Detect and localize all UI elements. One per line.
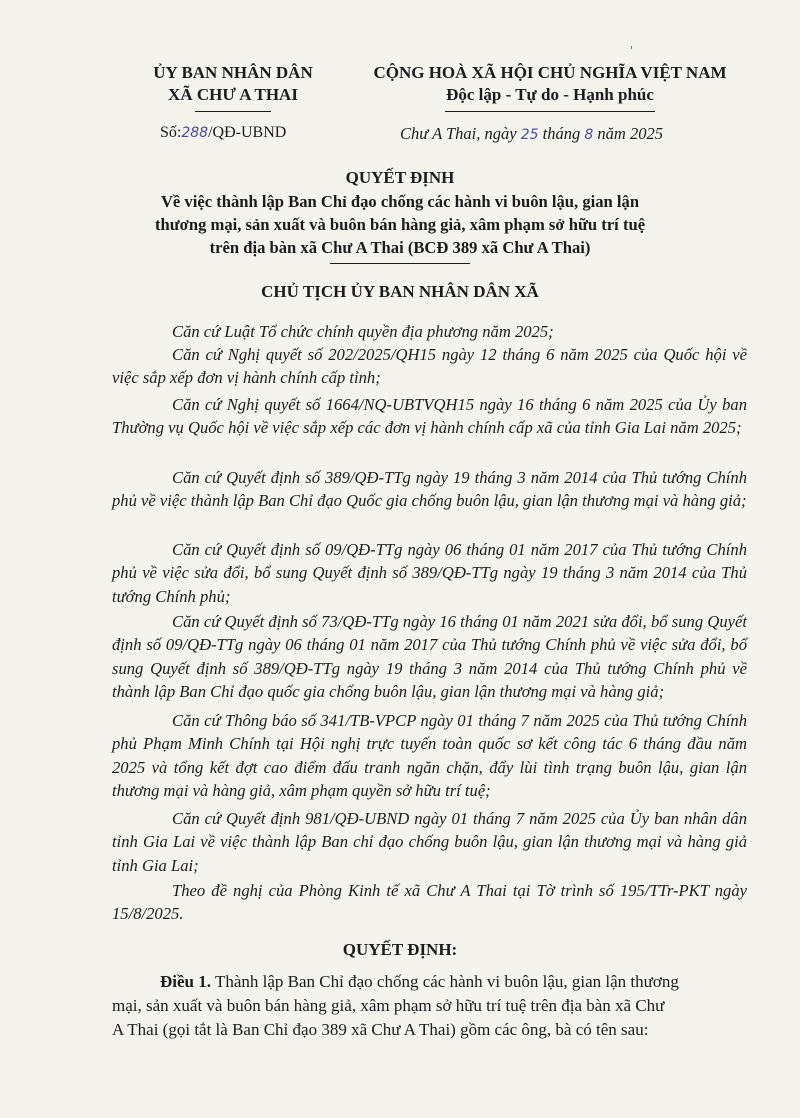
document-number [160,124,286,142]
issuing-authority: CHỦ TỊCH ỦY BAN NHÂN DÂN XÃ [261,282,539,301]
date-prefix: Chư A Thai, ngày [400,124,517,143]
subject-line-2: thương mại, sản xuất và buôn bán hàng giả, xâm phạm sở hữu trí tuệ [154,215,646,234]
date-month: 8 [584,127,594,143]
agency-name-line2: XÃ CHƯ A THAI [168,85,298,104]
preamble-item-9: Theo đề nghị của Phòng Kinh tế xã Chư A Thai tại Tờ trình số 195/TTr-PKT ngày 15/8/2025. [112,881,747,924]
subject-line-1: Về việc thành lập Ban Chỉ đạo chống các hành vi buôn lậu, gian lận [160,192,640,211]
preamble-item-7: Căn cứ Thông báo số 341/TB-VPCP ngày 01 tháng 7 năm 2025 của Thủ tướng Chính phủ Phạm Minh Chính tại Hội nghị trực tuyến toàn quốc sơ kết công tác 6 tháng đầu năm 2025 và tổng kết đợt cao điểm đấu tranh ngăn chặn, đẩy lùi tình trạng buôn lậu, gian lận thương mại và hàng giả, xâm phạm quyền sở hữu trí tuệ; [112,711,747,801]
document-type-heading: QUYẾT ĐỊNH [345,168,455,187]
agency-underline [195,111,271,112]
agency-name-line1: ỦY BAN NHÂN DÂN [153,63,313,82]
article-1-line-2: mại, sản xuất và buôn bán hàng giả, xâm phạm sở hữu trí tuệ trên địa bàn xã Chư [112,996,665,1015]
article-1-label: Điều 1. [160,972,211,991]
number-handwritten: 288 [181,125,209,141]
article-1-text-1: Thành lập Ban Chỉ đạo chống các hành vi buôn lậu, gian lận thương [214,972,679,991]
nation-motto: Độc lập - Tự do - Hạnh phúc [446,85,654,104]
preamble-item-1: Căn cứ Luật Tổ chức chính quyền địa phương năm 2025; [172,322,554,341]
motto-underline [445,111,655,112]
document-date [400,124,663,144]
number-prefix: Số: [160,124,182,141]
decision-heading: QUYẾT ĐỊNH: [342,940,458,959]
preamble-item-2: Căn cứ Nghị quyết số 202/2025/QH15 ngày 12 tháng 6 năm 2025 của Quốc hội về việc sắp xếp đơn vị hành chính cấp tỉnh; [112,345,747,388]
preamble-item-3: Căn cứ Nghị quyết số 1664/NQ-UBTVQH15 ngày 16 tháng 6 năm 2025 của Ủy ban Thường vụ Quốc hội về việc sắp xếp các đơn vị hành chính cấp xã của tỉnh Gia Lai năm 2025; [112,395,747,438]
article-1-line-3: A Thai (gọi tắt là Ban Chỉ đạo 389 xã Chư A Thai) gồm các ông, bà có tên sau: [112,1020,649,1039]
preamble-item-8: Căn cứ Quyết định 981/QĐ-UBND ngày 01 tháng 7 năm 2025 của Ủy ban nhân dân tỉnh Gia Lai về việc thành lập Ban chỉ đạo chống buôn lậu, gian lận thương mại và hàng giả tỉnh Gia Lai; [112,809,747,875]
number-suffix: /QĐ-UBND [208,124,287,141]
date-suffix: năm 2025 [597,124,663,143]
preamble-item-6: Căn cứ Quyết định số 73/QĐ-TTg ngày 16 tháng 01 năm 2021 sửa đổi, bổ sung Quyết định số 09/QĐ-TTg ngày 06 tháng 01 năm 2017 của Thủ tướng Chính phủ về việc sửa đổi, bổ sung Quyết định số 389/QĐ-TTg ngày 19 tháng 3 năm 2014 của Thủ tướng Chính phủ về thành lập Ban Chỉ đạo quốc gia chống buôn lậu, gian lận thương mại và hàng giả; [112,612,747,702]
subject-underline [330,263,470,264]
date-mid: tháng [542,124,581,143]
corner-mark: ' [630,44,634,57]
preamble-item-4: Căn cứ Quyết định số 389/QĐ-TTg ngày 19 tháng 3 năm 2014 của Thủ tướng Chính phủ về việc thành lập Ban Chỉ đạo Quốc gia chống buôn lậu, gian lận thương mại và hàng giả; [112,468,747,511]
date-day: 25 [520,127,539,143]
subject-line-3: trên địa bàn xã Chư A Thai (BCĐ 389 xã Chư A Thai) [209,238,591,257]
article-1-line-1 [160,970,750,994]
nation-name: CỘNG HOÀ XÃ HỘI CHỦ NGHĨA VIỆT NAM [373,63,727,82]
preamble-item-5: Căn cứ Quyết định số 09/QĐ-TTg ngày 06 tháng 01 năm 2017 của Thủ tướng Chính phủ về việc sửa đổi, bổ sung Quyết định số 389/QĐ-TTg ngày 19 tháng 3 năm 2014 của Thủ tướng Chính phủ; [112,540,747,606]
